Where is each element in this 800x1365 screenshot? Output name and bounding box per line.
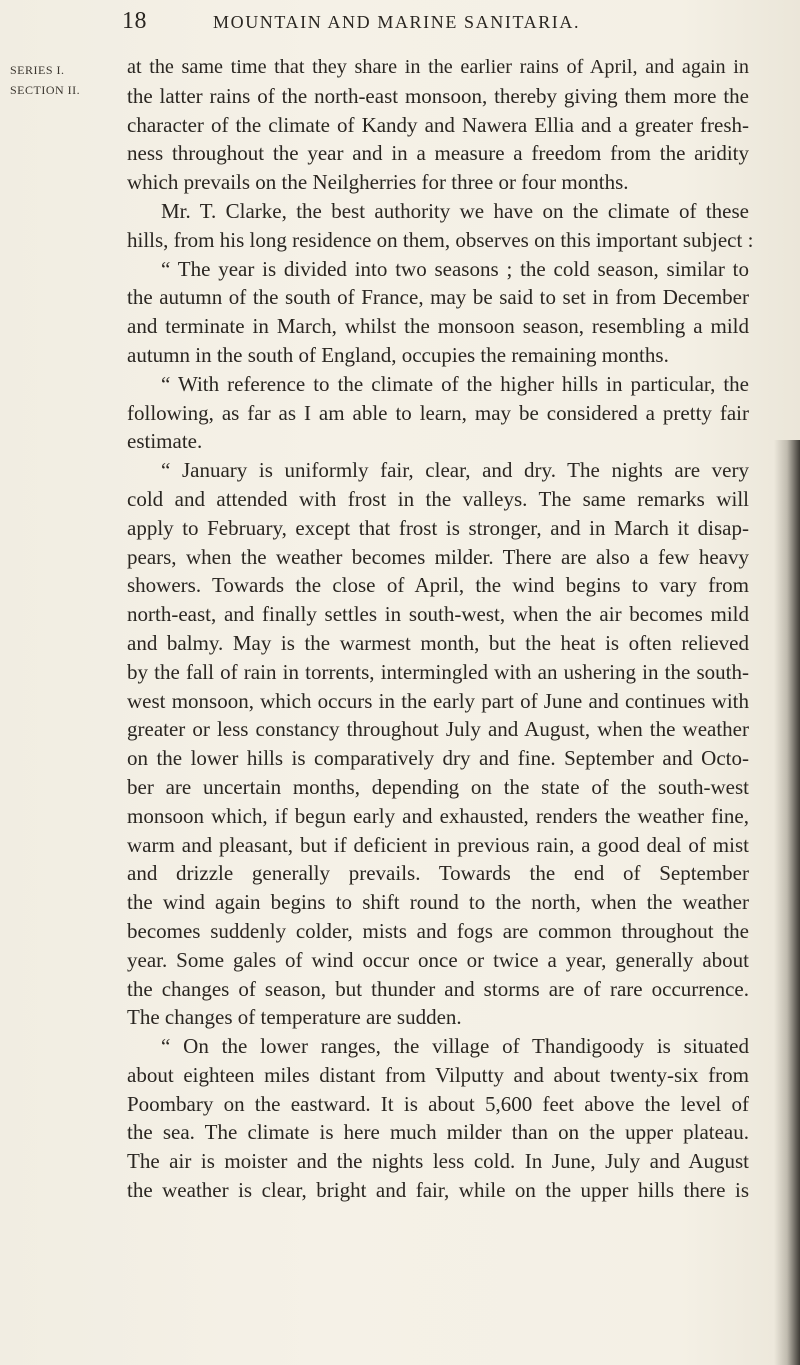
text-line: the weather is clear, bright and fair, while on the upper hills there is bbox=[127, 1178, 749, 1203]
text-line: pears, when the weather becomes milder. There are also a few heavy bbox=[127, 544, 749, 569]
text-line: showers. Towards the close of April, the wind begins to vary from bbox=[127, 573, 749, 598]
text-line: “ With reference to the climate of the higher hills in particular, the bbox=[161, 371, 749, 396]
text-line: Poombary on the eastward. It is about 5,600 feet above the level of bbox=[127, 1091, 749, 1116]
margin-note bbox=[10, 60, 80, 100]
text-line: and drizzle generally prevails. Towards the end of September bbox=[127, 861, 749, 886]
running-head: MOUNTAIN AND MARINE SANITARIA. bbox=[213, 12, 581, 32]
text-line: becomes suddenly colder, mists and fogs are common throughout the bbox=[127, 918, 749, 943]
text-line: on the lower hills is comparatively dry and fine. September and Octo- bbox=[127, 746, 749, 771]
margin-section: SECTION II. bbox=[10, 83, 81, 97]
text-line: monsoon which, if begun early and exhausted, renders the weather fine, bbox=[127, 803, 749, 828]
text-line: year. Some gales of wind occur once or twice a year, generally about bbox=[127, 947, 749, 972]
page-number: 18 bbox=[122, 8, 147, 34]
text-line: and terminate in March, whilst the monsoon season, resembling a mild bbox=[127, 314, 749, 339]
text-line: which prevails on the Neilgherries for three or four months. bbox=[127, 170, 629, 195]
text-line: estimate. bbox=[127, 429, 203, 454]
text-line: hills, from his long residence on them, observes on this important subject : bbox=[127, 227, 754, 252]
text-line: about eighteen miles distant from Vilputty and about twenty-six from bbox=[127, 1062, 749, 1087]
text-line: “ On the lower ranges, the village of Thandigoody is situated bbox=[161, 1034, 749, 1059]
text-line: character of the climate of Kandy and Nawera Ellia and a greater fresh- bbox=[127, 112, 749, 137]
text-line: apply to February, except that frost is stronger, and in March it disap- bbox=[127, 515, 749, 540]
page-edge-shadow bbox=[774, 440, 800, 1365]
margin-series: SERIES I. bbox=[10, 63, 65, 77]
text-line: The changes of temperature are sudden. bbox=[127, 1005, 462, 1030]
text-line: and balmy. May is the warmest month, but the heat is often relieved bbox=[127, 630, 749, 655]
text-line: the autumn of the south of France, may be said to set in from December bbox=[127, 285, 749, 310]
text-line: the changes of season, but thunder and storms are of rare occurrence. bbox=[127, 976, 749, 1001]
text-line: Mr. T. Clarke, the best authority we have on the climate of these bbox=[161, 198, 749, 223]
text-line: the latter rains of the north-east monsoon, thereby giving them more the bbox=[127, 83, 749, 108]
text-line: The air is moister and the nights less cold. In June, July and August bbox=[127, 1149, 749, 1174]
body-text bbox=[127, 53, 754, 1205]
text-line: greater or less constancy throughout July and August, when the weather bbox=[127, 717, 749, 742]
text-line: at the same time that they share in the earlier rains of April, and again in bbox=[127, 56, 749, 78]
text-line: “ The year is divided into two seasons ; the cold season, similar to bbox=[161, 256, 749, 281]
text-line: by the fall of rain in torrents, intermingled with an ushering in the south- bbox=[127, 659, 749, 684]
text-line: following, as far as I am able to learn, may be considered a pretty fair bbox=[127, 400, 749, 425]
text-line: the wind again begins to shift round to the north, when the weather bbox=[127, 890, 749, 915]
text-line: cold and attended with frost in the valleys. The same remarks will bbox=[127, 486, 749, 511]
text-line: ber are uncertain months, depending on the state of the south-west bbox=[127, 774, 749, 799]
text-line: west monsoon, which occurs in the early part of June and continues with bbox=[127, 688, 749, 713]
text-line: ness throughout the year and in a measure a freedom from the aridity bbox=[127, 141, 749, 166]
text-line: “ January is uniformly fair, clear, and dry. The nights are very bbox=[161, 458, 749, 483]
text-line: north-east, and finally settles in south-west, when the air becomes mild bbox=[127, 602, 749, 627]
text-line: the sea. The climate is here much milder than on the upper plateau. bbox=[127, 1120, 749, 1145]
text-line: warm and pleasant, but if deficient in previous rain, a good deal of mist bbox=[127, 832, 749, 857]
text-line: autumn in the south of England, occupies the remaining months. bbox=[127, 342, 669, 367]
